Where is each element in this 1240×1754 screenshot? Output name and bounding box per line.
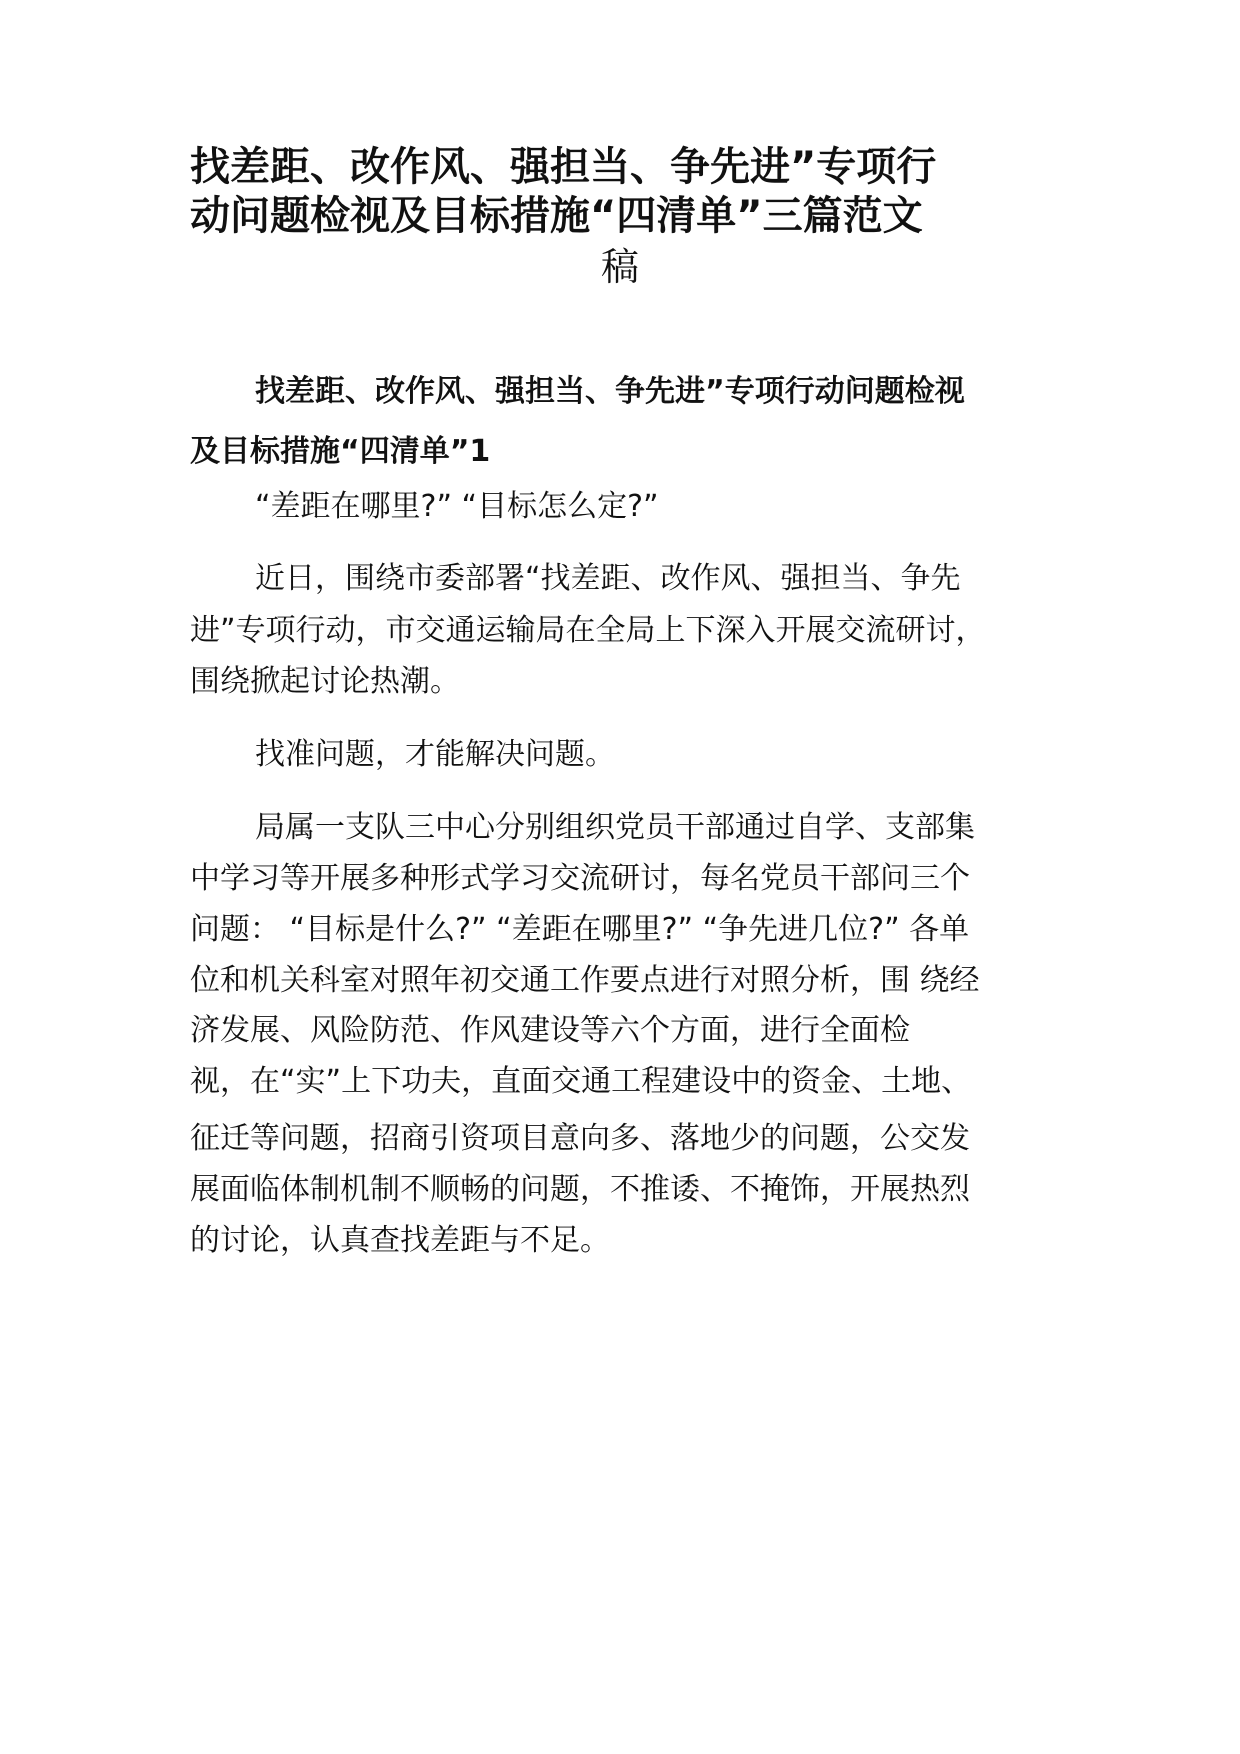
paragraph-4-line-6: 视，在“实”上下功夫，直面交通工程建设中的资金、土地、	[190, 1064, 972, 1099]
document-title-line-2: 动问题检视及目标措施“四清单”三篇范文	[190, 193, 923, 239]
paragraph-4-line-7: 征迁等问题，招商引资项目意向多、落地少的问题，公交发	[190, 1121, 970, 1156]
paragraph-4-line-4: 位和机关科室对照年初交通工作要点进行对照分析，围 绕经	[190, 963, 980, 998]
paragraph-4-line-8: 展面临体制机制不顺畅的问题，不推诿、不掩饰，开展热烈	[190, 1172, 970, 1207]
section-heading-line-2: 及目标措施“四清单”1	[190, 434, 491, 469]
paragraph-4-line-1: 局属一支队三中心分别组织党员干部通过自学、支部集	[255, 810, 975, 845]
paragraph-2-line-1: 近日，围绕市委部署“找差距、改作风、强担当、争先	[255, 561, 961, 596]
paragraph-4-line-5: 济发展、风险防范、作风建设等六个方面，进行全面检	[190, 1013, 910, 1048]
paragraph-3-line-1: 找准问题，才能解决问题。	[255, 737, 615, 772]
document-title-line-3: 稿	[600, 245, 639, 289]
section-heading-line-1: 找差距、改作风、强担当、争先进”专项行动问题检视	[255, 374, 965, 409]
document-title-line-1: 找差距、改作风、强担当、争先进”专项行	[190, 144, 937, 190]
paragraph-1-line-1: “差距在哪里?” “目标怎么定?”	[255, 489, 659, 524]
paragraph-2-line-2: 进”专项行动，市交通运输局在全局上下深入开展交流研讨，	[190, 613, 986, 648]
paragraph-2-line-3: 围绕掀起讨论热潮。	[190, 664, 460, 699]
paragraph-4-line-9: 的讨论，认真查找差距与不足。	[190, 1223, 610, 1258]
paragraph-4-line-2: 中学习等开展多种形式学习交流研讨，每名党员干部问三个	[190, 861, 970, 896]
paragraph-4-line-3: 问题： “目标是什么?” “差距在哪里?” “争先进几位?” 各单	[190, 912, 970, 947]
